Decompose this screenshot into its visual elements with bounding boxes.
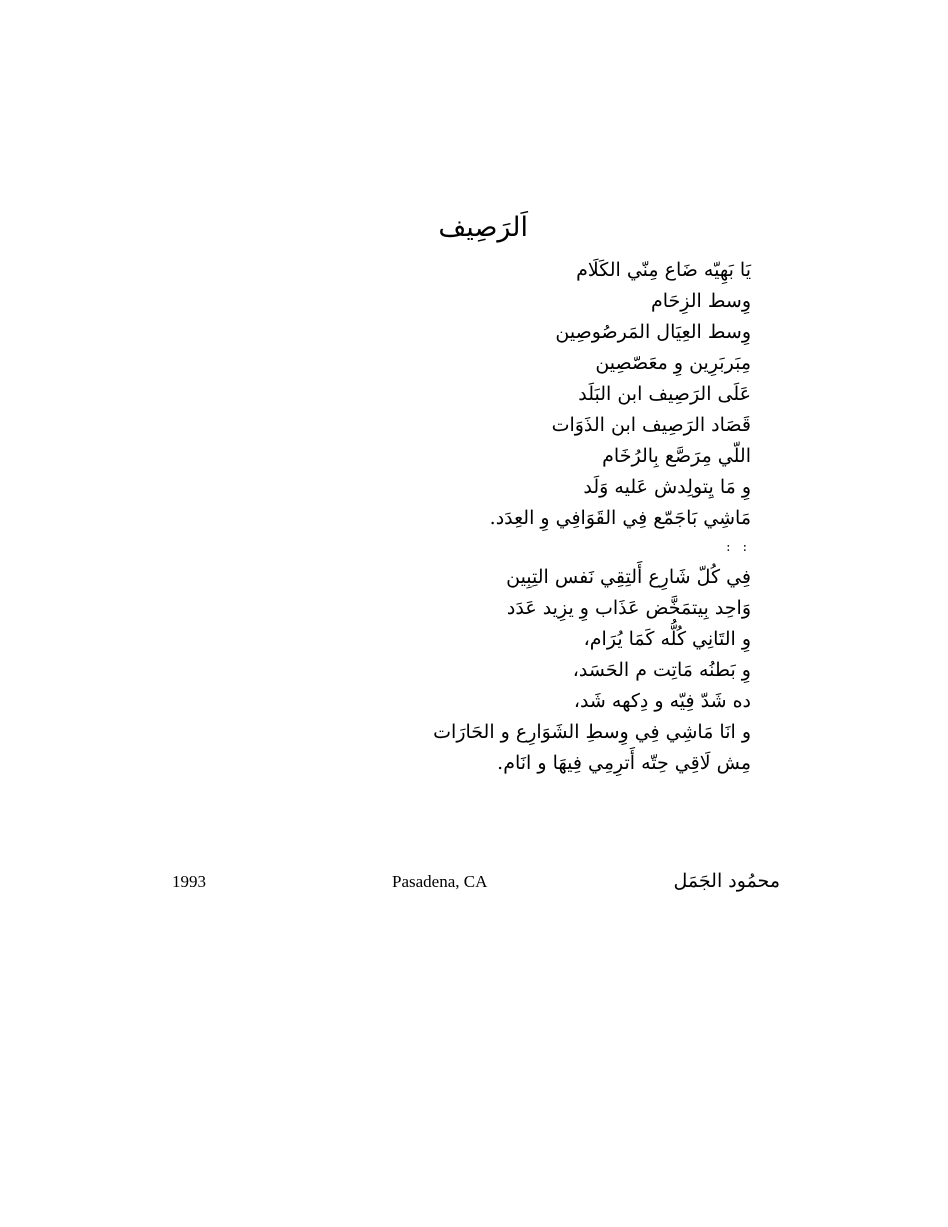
footer-year: 1993 [172,872,206,891]
poem-line-6: قَصَاد الرَصِيف ابن الذَوَات [551,414,751,436]
poem-line-15: و انَا مَاشِي فِي وِسطِ الشَوَارِع و الحَارَات [433,721,751,743]
poem-line-7: اللّي مِرَصَّع بِالرُخَام [602,445,751,467]
poem-line-1: يَا بَهِيّه ضَاع مِنّي الكَلَام [576,259,751,281]
stanza-separator: : : [726,540,751,555]
poem-title: اَلرَصِيف [438,212,528,243]
poem-line-14: ده شَدّ فِيّه و دِكهه شَد، [573,690,751,712]
poem-body [391,255,751,779]
poem-line-3: وِسط العِيَال المَرصُوصِين [555,321,751,343]
poem-line-10: فِي كُلّ شَارِع أَلتِقِي نَفس التِبِين [506,566,751,588]
poem-line-4: مِبَربَرِين وِ معَصّصِين [595,352,751,374]
poem-line-11: وَاحِد بِيتمَخَّض عَذَاب وِ يزِيد عَدَد [506,597,751,619]
poem-line-5: عَلَى الرَصِيف ابن البَلَد [578,383,751,405]
poem-line-12: وِ التَانِي كُلُّه كَمَا يُرَام، [583,628,751,650]
footer-author: محمُود الجَمَل [673,870,780,892]
footer-place: Pasadena, CA [392,872,488,891]
poem-line-16: مِش لَاقِي حِتّه أَترِمِي فِيهَا و انَام. [497,752,751,774]
poem-line-9: مَاشِي بَاجَمّع فِي القَوَافِي وِ العِدَد. [489,507,751,529]
poem-line-2: وِسط الزِحَام [650,290,751,312]
poem-line-8: وِ مَا يِتولِدش عَليه وَلَد [583,476,751,498]
poem-line-13: وِ بَطنُه مَاتِت م الحَسَد، [572,659,751,681]
